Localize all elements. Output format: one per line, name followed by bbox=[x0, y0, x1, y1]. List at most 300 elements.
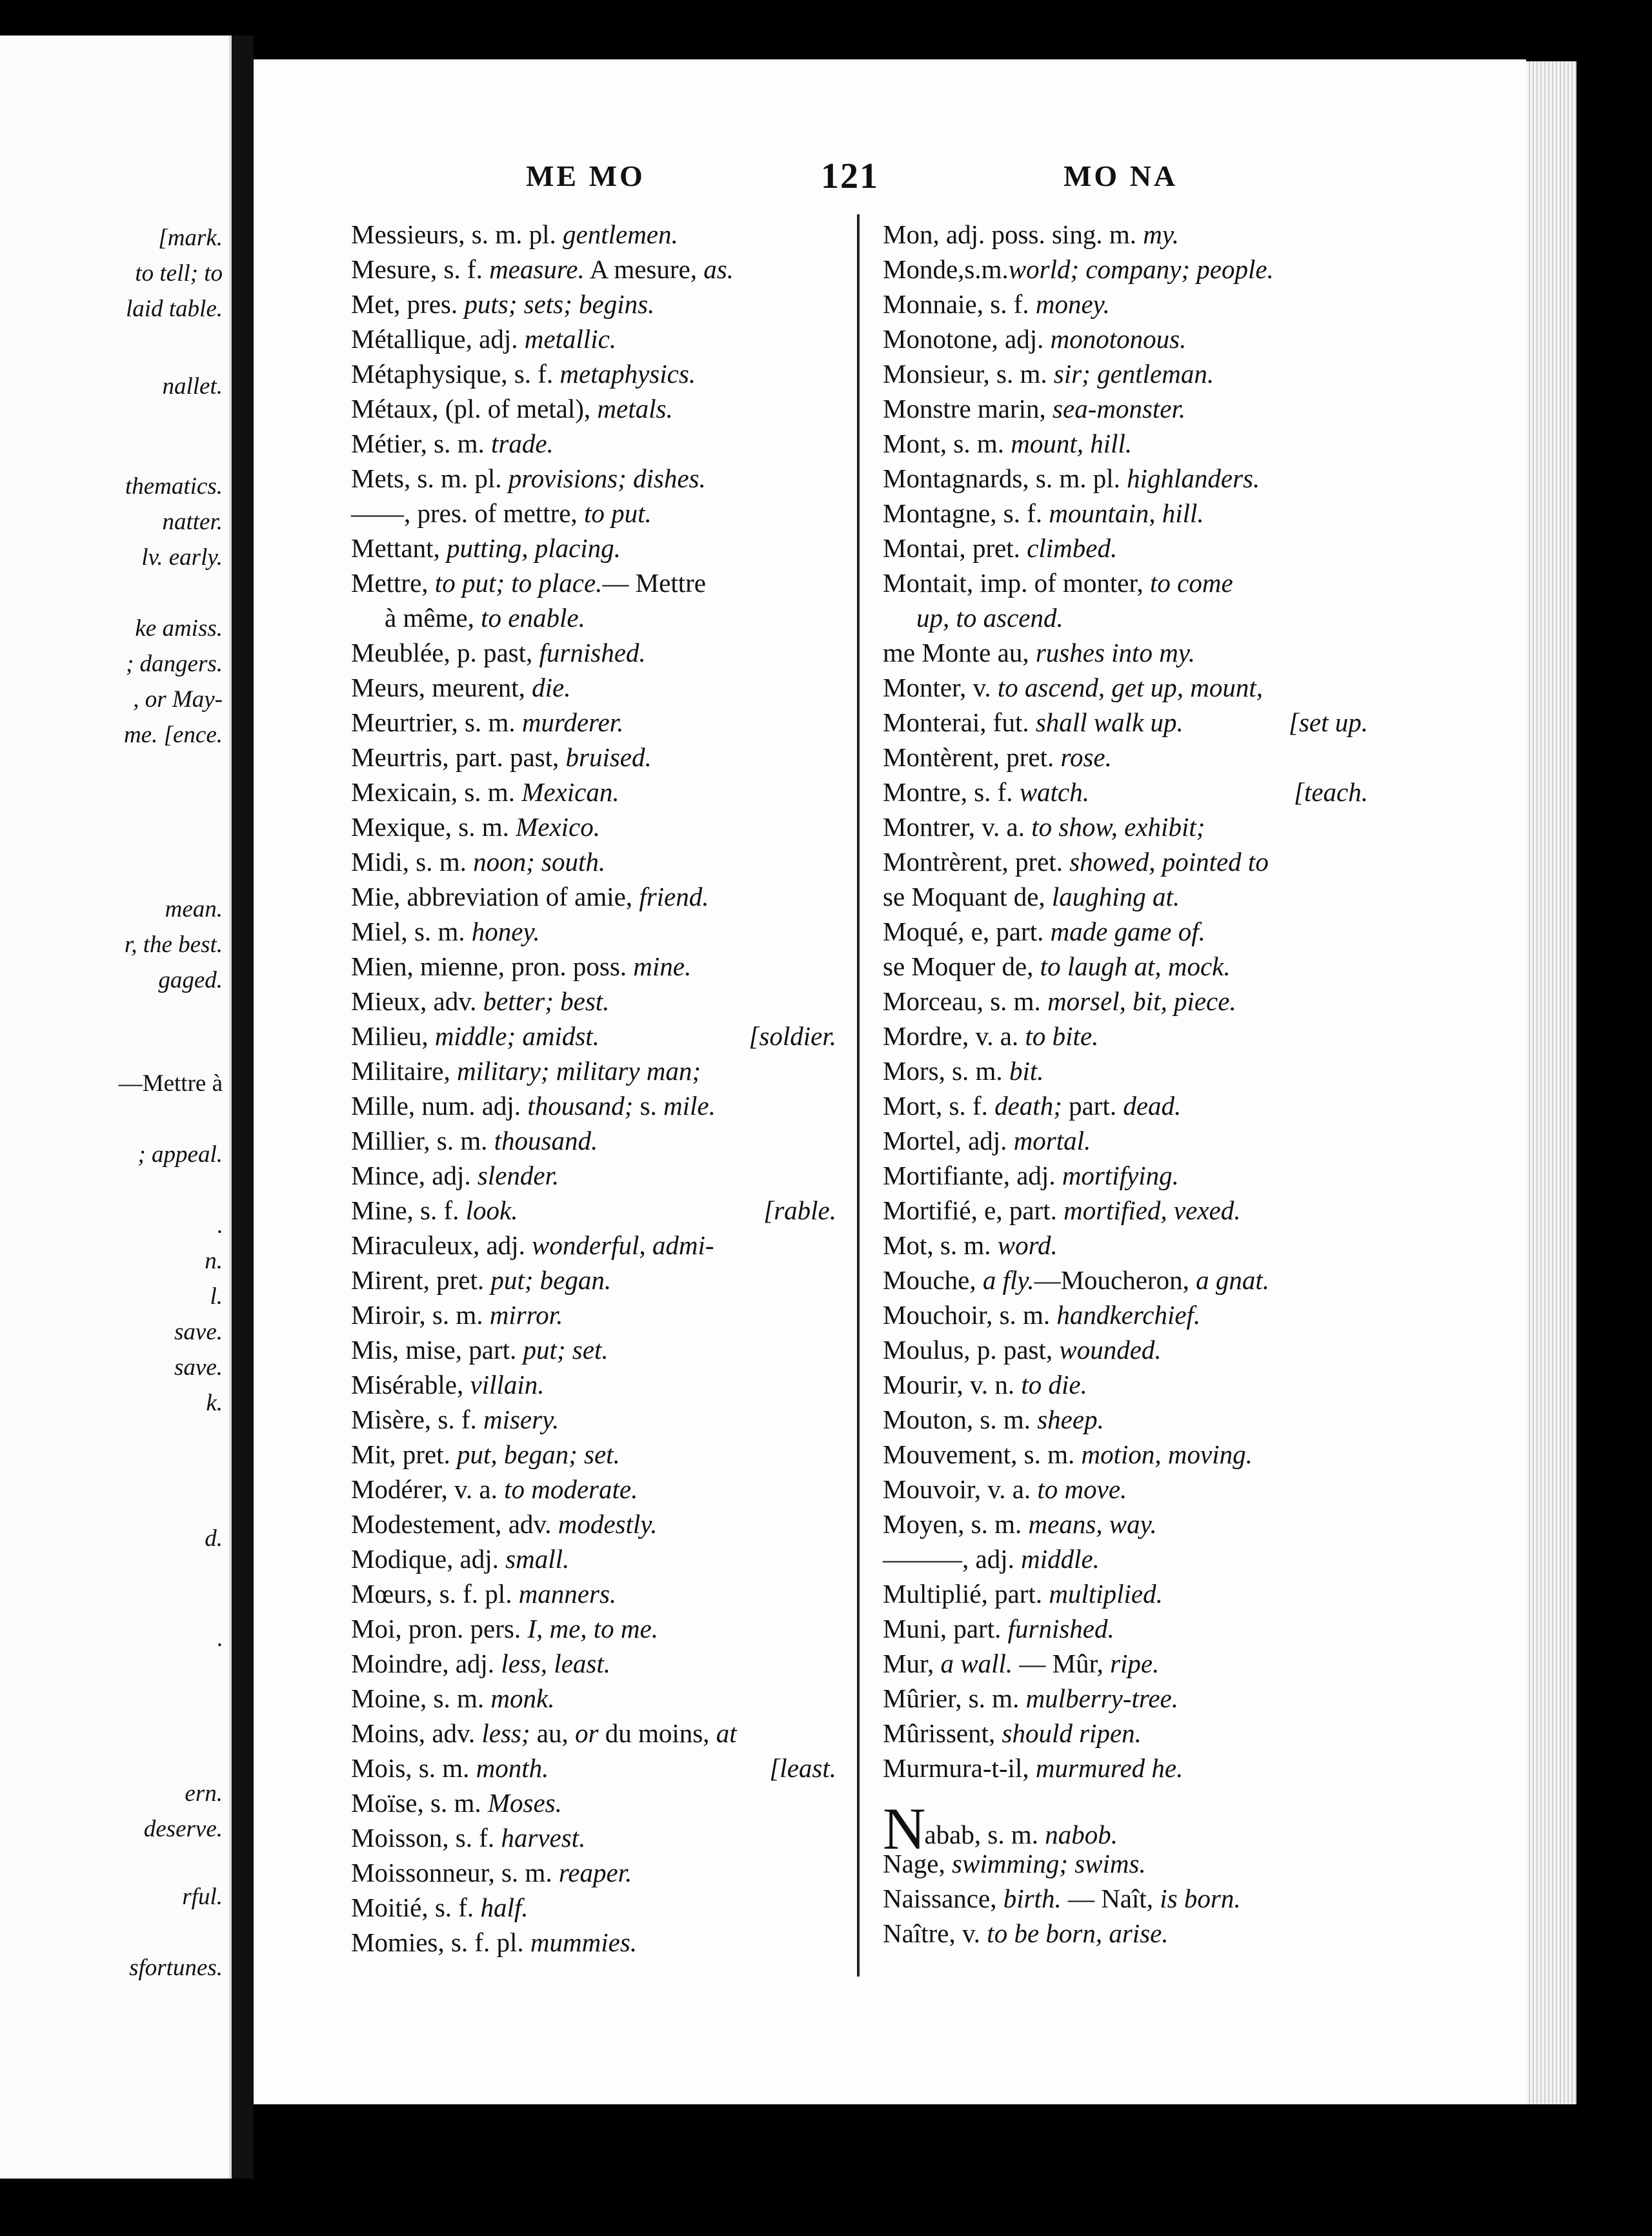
headword: me Monte au, bbox=[883, 638, 1029, 667]
grammar-note bbox=[1033, 951, 1040, 981]
dictionary-entry bbox=[351, 1088, 841, 1123]
grammar-note: s. m. bbox=[992, 1300, 1057, 1330]
grammar-note: — Mûr, bbox=[1012, 1649, 1111, 1678]
dictionary-entry bbox=[883, 914, 1373, 949]
dictionary-entry bbox=[351, 531, 841, 565]
grammar-note: pret. bbox=[965, 533, 1027, 563]
grammar-note: v. n. bbox=[963, 1370, 1022, 1399]
dictionary-page bbox=[254, 59, 1526, 2104]
translation: I, me, to me. bbox=[527, 1614, 658, 1643]
translation: a gnat. bbox=[1196, 1265, 1269, 1295]
headword: Métaphysique, bbox=[351, 359, 508, 389]
dictionary-entry bbox=[883, 1716, 1373, 1751]
dictionary-entry bbox=[883, 949, 1373, 984]
headword: Monde, bbox=[883, 254, 965, 284]
grammar-note: s. m. pl. bbox=[1029, 463, 1127, 493]
dictionary-entry bbox=[351, 217, 841, 252]
drop-cap-letter: N bbox=[883, 1796, 926, 1862]
translation: thousand; bbox=[527, 1091, 634, 1121]
translation: to bite. bbox=[1025, 1021, 1099, 1051]
headword: Mouvoir, bbox=[883, 1474, 982, 1504]
bracketed-overflow: [set up. bbox=[1289, 707, 1368, 737]
translation: manners. bbox=[518, 1579, 617, 1609]
headword: Montagne, bbox=[883, 498, 997, 528]
headword: Moine, bbox=[351, 1683, 427, 1713]
translation: less; bbox=[481, 1718, 530, 1748]
dictionary-entry bbox=[883, 252, 1373, 287]
headword: Métaux, bbox=[351, 394, 439, 423]
grammar-note: s. f. bbox=[413, 1195, 466, 1225]
grammar-note: s. m. bbox=[407, 917, 472, 946]
grammar-note: adj. bbox=[961, 1126, 1014, 1155]
grammar-note bbox=[1045, 882, 1052, 911]
headword: Naissance, bbox=[883, 1884, 997, 1913]
grammar-note bbox=[945, 1849, 952, 1878]
dictionary-entry bbox=[351, 879, 841, 914]
dictionary-entry bbox=[883, 1297, 1373, 1332]
book-gutter bbox=[232, 36, 254, 2179]
translation: mount, hill. bbox=[1011, 429, 1133, 458]
grammar-note bbox=[450, 1056, 457, 1086]
translation: middle. bbox=[1021, 1544, 1100, 1574]
dictionary-entry bbox=[351, 321, 841, 356]
dictionary-entry bbox=[883, 1158, 1373, 1193]
left-page-fragment: l. bbox=[210, 1283, 223, 1310]
headword: Mortel, bbox=[883, 1126, 962, 1155]
grammar-note: v. bbox=[955, 1918, 987, 1948]
translation: morsel, bit, piece. bbox=[1047, 986, 1236, 1016]
grammar-note bbox=[995, 1718, 1002, 1748]
translation: small. bbox=[505, 1544, 570, 1574]
grammar-note: pret. bbox=[429, 1265, 491, 1295]
left-page-fragment: save. bbox=[174, 1319, 223, 1345]
dictionary-entry bbox=[883, 496, 1373, 531]
grammar-note: mienne, pron. poss. bbox=[413, 951, 634, 981]
translation: honey. bbox=[471, 917, 540, 946]
headword: Misère, bbox=[351, 1405, 432, 1434]
dictionary-entry bbox=[883, 1367, 1373, 1402]
dictionary-entry bbox=[351, 949, 841, 984]
headword: Mourir, bbox=[883, 1370, 963, 1399]
headword: Miraculeux, bbox=[351, 1230, 480, 1260]
grammar-note: adj. bbox=[1009, 1161, 1062, 1190]
translation: watch. bbox=[1019, 777, 1089, 807]
translation: put, began; set. bbox=[457, 1439, 620, 1469]
grammar-note: s. f. bbox=[448, 1823, 501, 1853]
translation: rushes into my. bbox=[1035, 638, 1195, 667]
dictionary-entry bbox=[351, 287, 841, 321]
dictionary-entry bbox=[883, 391, 1373, 426]
headword: Mordre, bbox=[883, 1021, 969, 1051]
grammar-note: — Naît, bbox=[1061, 1884, 1160, 1913]
grammar-note: au, bbox=[530, 1718, 575, 1748]
grammar-note: s. m. bbox=[947, 429, 1011, 458]
dictionary-entry bbox=[351, 1576, 841, 1611]
headword: ——, bbox=[351, 498, 411, 528]
grammar-note: p. past, bbox=[450, 638, 539, 667]
dictionary-entry bbox=[351, 1263, 841, 1297]
dictionary-entry bbox=[351, 1611, 841, 1646]
headword: Métallique, bbox=[351, 324, 472, 354]
left-page-fragment: rful. bbox=[182, 1884, 223, 1910]
dictionary-entry bbox=[351, 391, 841, 426]
dictionary-entry bbox=[883, 844, 1373, 879]
translation: a fly. bbox=[982, 1265, 1034, 1295]
headword: Meurtris, bbox=[351, 742, 449, 772]
grammar-note: (pl. of metal), bbox=[438, 394, 598, 423]
translation: less, least. bbox=[501, 1649, 610, 1678]
headword: Mis, bbox=[351, 1335, 399, 1365]
headword: Muni, bbox=[883, 1614, 947, 1643]
translation: half. bbox=[480, 1893, 529, 1922]
grammar-note: adj. bbox=[472, 324, 525, 354]
left-page-fragment: sfortunes. bbox=[129, 1955, 223, 1981]
dictionary-entry bbox=[883, 1646, 1373, 1681]
grammar-note: —Moucheron, bbox=[1034, 1265, 1196, 1295]
grammar-note: mise, part. bbox=[399, 1335, 523, 1365]
translation: to die. bbox=[1021, 1370, 1087, 1399]
left-page-fragment: natter. bbox=[162, 509, 223, 535]
bracketed-overflow: [least. bbox=[769, 1753, 836, 1783]
translation: mile. bbox=[663, 1091, 716, 1121]
translation: to put. bbox=[583, 498, 652, 528]
grammar-note: s. m. bbox=[425, 1300, 490, 1330]
grammar-note bbox=[976, 1265, 983, 1295]
dictionary-entry bbox=[883, 217, 1373, 252]
grammar-note: s. m. bbox=[430, 1126, 494, 1155]
translation: up, to ascend. bbox=[916, 603, 1063, 633]
dictionary-entry bbox=[351, 1472, 841, 1507]
dictionary-entry bbox=[351, 461, 841, 496]
grammar-note: s. m. bbox=[427, 1683, 491, 1713]
headword: Nage, bbox=[883, 1849, 945, 1878]
dictionary-entry bbox=[351, 914, 841, 949]
headword: Meurtrier, bbox=[351, 707, 458, 737]
left-page-fragment: —Mettre à bbox=[118, 1070, 223, 1097]
grammar-note: fut. bbox=[986, 707, 1036, 737]
headword: Mince, bbox=[351, 1161, 425, 1190]
translation: or bbox=[574, 1718, 599, 1748]
headword: Moitié, bbox=[351, 1893, 428, 1922]
left-page-fragment: [mark. bbox=[158, 225, 223, 251]
grammar-note: adv. bbox=[427, 986, 483, 1016]
translation: to enable. bbox=[481, 603, 585, 633]
translation: reaper. bbox=[558, 1858, 632, 1887]
headword: Mie, bbox=[351, 882, 401, 911]
grammar-note: s. m. bbox=[962, 1683, 1026, 1713]
dictionary-entry bbox=[351, 1681, 841, 1716]
left-page-fragment: lv. early. bbox=[141, 544, 223, 571]
grammar-note: part. bbox=[987, 1579, 1049, 1609]
dictionary-entry bbox=[351, 1820, 841, 1855]
translation: sea-monster. bbox=[1053, 394, 1186, 423]
headword: Meublée, bbox=[351, 638, 450, 667]
dictionary-entry bbox=[351, 1367, 841, 1402]
dictionary-entry bbox=[351, 1053, 841, 1088]
dictionary-entry bbox=[883, 1088, 1373, 1123]
left-page-fragment: ern. bbox=[185, 1780, 223, 1807]
headword: Moyen, bbox=[883, 1509, 965, 1539]
dictionary-entry bbox=[883, 740, 1373, 775]
dictionary-entry bbox=[883, 1507, 1373, 1541]
headword: Mettant, bbox=[351, 533, 440, 563]
dictionary-entry bbox=[351, 1158, 841, 1193]
headword: Moqué, bbox=[883, 917, 965, 946]
grammar-note: s. m. pl. bbox=[410, 463, 509, 493]
grammar-note: v. a. bbox=[969, 1021, 1025, 1051]
left-page-fragment: save. bbox=[174, 1354, 223, 1381]
left-page-fragment: gaged. bbox=[158, 967, 223, 993]
headword: Mit, bbox=[351, 1439, 396, 1469]
headword: Mille, bbox=[351, 1091, 416, 1121]
headword: Mouton, bbox=[883, 1405, 974, 1434]
headword: Moins, bbox=[351, 1718, 426, 1748]
headword: Montait, bbox=[883, 568, 974, 598]
translation: is born. bbox=[1160, 1884, 1241, 1913]
translation: provisions; dishes. bbox=[508, 463, 706, 493]
grammar-note: pret. bbox=[396, 1439, 457, 1469]
grammar-note: s. m. bbox=[412, 1753, 476, 1783]
grammar-note: s. bbox=[633, 1091, 664, 1121]
grammar-note: s. m. bbox=[989, 359, 1054, 389]
grammar-note bbox=[463, 1370, 470, 1399]
dictionary-entry bbox=[351, 600, 841, 635]
grammar-note: adj. bbox=[453, 1544, 506, 1574]
headword: Mortifiante, bbox=[883, 1161, 1010, 1190]
grammar-note: adv. bbox=[501, 1509, 558, 1539]
headword: Monsieur, bbox=[883, 359, 990, 389]
dictionary-entry bbox=[351, 1019, 841, 1053]
translation: mirror. bbox=[489, 1300, 563, 1330]
headword: Mon, bbox=[883, 219, 940, 249]
page-number: 121 bbox=[821, 156, 879, 196]
translation: money. bbox=[1035, 289, 1110, 319]
translation: thousand. bbox=[494, 1126, 598, 1155]
translation: death; bbox=[994, 1091, 1062, 1121]
left-page-fragment: me. [ence. bbox=[123, 722, 223, 748]
headword: Miel, bbox=[351, 917, 408, 946]
grammar-note: s. m. bbox=[494, 1858, 559, 1887]
dictionary-entry bbox=[883, 809, 1373, 844]
grammar-note: adj. bbox=[998, 324, 1051, 354]
grammar-note: du moins, bbox=[598, 1718, 716, 1748]
grammar-note: adj. bbox=[479, 1230, 532, 1260]
dictionary-entry bbox=[351, 705, 841, 740]
translation: at bbox=[716, 1718, 737, 1748]
dictionary-entry bbox=[883, 1916, 1373, 1951]
translation: dead. bbox=[1123, 1091, 1182, 1121]
headword: Mexique, bbox=[351, 812, 452, 842]
dictionary-entry bbox=[883, 1541, 1373, 1576]
grammar-note: s. m. bbox=[427, 429, 492, 458]
headword: abab, bbox=[924, 1820, 982, 1849]
translation: murmured he. bbox=[1035, 1753, 1184, 1783]
translation: furnished. bbox=[1007, 1614, 1114, 1643]
left-page-fragment: ; dangers. bbox=[125, 651, 223, 677]
grammar-note: s.m. bbox=[964, 254, 1009, 284]
left-page-edge bbox=[0, 36, 232, 2179]
grammar-note: s. m. bbox=[458, 707, 522, 737]
translation: swimming; swims. bbox=[952, 1849, 1146, 1878]
dictionary-entry bbox=[351, 1123, 841, 1158]
left-page-fragment: nallet. bbox=[162, 373, 223, 400]
dictionary-entry bbox=[883, 1611, 1373, 1646]
grammar-note: imp. of monter, bbox=[973, 568, 1151, 598]
headword: Mont, bbox=[883, 429, 947, 458]
dictionary-entry bbox=[883, 1263, 1373, 1297]
translation: showed, pointed to bbox=[1069, 847, 1269, 877]
translation: should ripen. bbox=[1002, 1718, 1142, 1748]
dictionary-entry bbox=[351, 1890, 841, 1925]
headword: Monter, bbox=[883, 673, 967, 702]
headword: Montre, bbox=[883, 777, 967, 807]
dictionary-entry bbox=[351, 565, 841, 600]
translation: middle; amidst. bbox=[434, 1021, 599, 1051]
translation: mountain, hill. bbox=[1049, 498, 1204, 528]
grammar-note: s. m. bbox=[1017, 1439, 1082, 1469]
grammar-note: v. bbox=[966, 673, 998, 702]
translation: sheep. bbox=[1037, 1405, 1104, 1434]
grammar-note bbox=[934, 1649, 940, 1678]
translation: mortifying. bbox=[1062, 1161, 1179, 1190]
left-page-fragment: k. bbox=[206, 1390, 223, 1416]
translation: means, way. bbox=[1028, 1509, 1157, 1539]
grammar-note bbox=[428, 1021, 435, 1051]
headword: Montai, bbox=[883, 533, 966, 563]
left-page-fragment: n. bbox=[205, 1248, 223, 1274]
dictionary-entry bbox=[351, 1751, 841, 1785]
headword: Moulus, bbox=[883, 1335, 971, 1365]
translation: a wall. bbox=[940, 1649, 1013, 1678]
dictionary-entry bbox=[883, 426, 1373, 461]
headword: Mettre, bbox=[351, 568, 428, 598]
translation: ripe. bbox=[1110, 1649, 1160, 1678]
grammar-note bbox=[474, 603, 481, 633]
translation: Moses. bbox=[487, 1788, 562, 1818]
left-page-fragment: to tell; to bbox=[135, 260, 223, 287]
headword: Moi, bbox=[351, 1614, 402, 1643]
translation: metaphysics. bbox=[559, 359, 696, 389]
grammar-note: pres. of mettre, bbox=[410, 498, 584, 528]
grammar-note: e, part. bbox=[977, 1195, 1064, 1225]
grammar-note: s. m. bbox=[452, 812, 516, 842]
dictionary-entry bbox=[351, 1402, 841, 1437]
translation: to laugh at, mock. bbox=[1040, 951, 1231, 981]
grammar-note: adj. poss. sing. m. bbox=[939, 219, 1143, 249]
headword: Messieurs, bbox=[351, 219, 465, 249]
dictionary-entry bbox=[351, 252, 841, 287]
headword: Mûrier, bbox=[883, 1683, 962, 1713]
dictionary-entry bbox=[883, 531, 1373, 565]
headword: Modérer, bbox=[351, 1474, 448, 1504]
dictionary-entry bbox=[883, 287, 1373, 321]
translation: highlanders. bbox=[1127, 463, 1260, 493]
translation: villain. bbox=[470, 1370, 545, 1399]
grammar-note: s. f. bbox=[507, 359, 560, 389]
dictionary-entry bbox=[883, 356, 1373, 391]
translation: misery. bbox=[483, 1405, 559, 1434]
dictionary-entry bbox=[351, 426, 841, 461]
dictionary-entry bbox=[351, 775, 841, 809]
bracketed-overflow: [rable. bbox=[763, 1195, 836, 1225]
headword: Mûrissent, bbox=[883, 1718, 996, 1748]
translation: to show, exhibit; bbox=[1031, 812, 1205, 842]
headword: Moïse, bbox=[351, 1788, 424, 1818]
headword: Mouvement, bbox=[883, 1439, 1018, 1469]
translation: metallic. bbox=[524, 324, 617, 354]
dictionary-entry bbox=[883, 1846, 1373, 1881]
dictionary-entry bbox=[883, 1332, 1373, 1367]
translation: rose. bbox=[1060, 742, 1112, 772]
translation: mine. bbox=[633, 951, 692, 981]
grammar-note: num. adj. bbox=[415, 1091, 528, 1121]
translation: as. bbox=[703, 254, 734, 284]
dictionary-entry bbox=[883, 879, 1373, 914]
translation: slender. bbox=[477, 1161, 559, 1190]
dictionary-entry bbox=[351, 635, 841, 670]
grammar-note: A mesure, bbox=[584, 254, 704, 284]
translation: trade. bbox=[491, 429, 554, 458]
translation: to be born, arise. bbox=[987, 1918, 1169, 1948]
translation: better; best. bbox=[483, 986, 610, 1016]
translation: mortified, vexed. bbox=[1063, 1195, 1241, 1225]
bracketed-overflow: [soldier. bbox=[749, 1021, 836, 1051]
translation: metals. bbox=[597, 394, 673, 423]
grammar-note: s. f. bbox=[996, 498, 1049, 528]
grammar-note: pron. pers. bbox=[401, 1614, 528, 1643]
grammar-note: s. m. bbox=[423, 1788, 488, 1818]
headword: Mors, bbox=[883, 1056, 945, 1086]
translation: made game of. bbox=[1050, 917, 1205, 946]
translation: birth. bbox=[1003, 1884, 1062, 1913]
left-page-fragment: ke amiss. bbox=[135, 615, 223, 642]
translation: to come bbox=[1150, 568, 1233, 598]
right-column bbox=[883, 217, 1373, 1951]
dictionary-entry bbox=[883, 705, 1373, 740]
column-divider bbox=[857, 214, 860, 1977]
headword: Multiplié, bbox=[883, 1579, 988, 1609]
translation: my. bbox=[1143, 219, 1180, 249]
headword: Moisson, bbox=[351, 1823, 449, 1853]
dictionary-entry bbox=[883, 1681, 1373, 1716]
headword: Mois, bbox=[351, 1753, 412, 1783]
grammar-note: s. m. bbox=[458, 777, 522, 807]
dictionary-entry bbox=[351, 1716, 841, 1751]
grammar-note: part. past, bbox=[448, 742, 566, 772]
dictionary-entry bbox=[883, 635, 1373, 670]
dictionary-entry bbox=[883, 1576, 1373, 1611]
dictionary-entry bbox=[351, 1855, 841, 1890]
dictionary-entry bbox=[351, 1646, 841, 1681]
headword: Mortifié, bbox=[883, 1195, 978, 1225]
grammar-note: v. a. bbox=[974, 812, 1032, 842]
headword: Murmura-t-il, bbox=[883, 1753, 1029, 1783]
translation: month. bbox=[476, 1753, 549, 1783]
translation: Mexico. bbox=[516, 812, 600, 842]
headword: Momies, bbox=[351, 1927, 445, 1957]
translation: multiplied. bbox=[1049, 1579, 1163, 1609]
left-page-fragment: thematics. bbox=[125, 473, 223, 500]
translation: to put; to place. bbox=[434, 568, 603, 598]
running-head-right: MO NA bbox=[1063, 159, 1178, 192]
headword: Monterai, bbox=[883, 707, 987, 737]
translation: mortal. bbox=[1013, 1126, 1091, 1155]
translation: laughing at. bbox=[1051, 882, 1180, 911]
dictionary-entry bbox=[351, 844, 841, 879]
grammar-note: part. bbox=[1062, 1091, 1123, 1121]
translation: noon; south. bbox=[473, 847, 606, 877]
grammar-note: s. f. bbox=[431, 1405, 483, 1434]
